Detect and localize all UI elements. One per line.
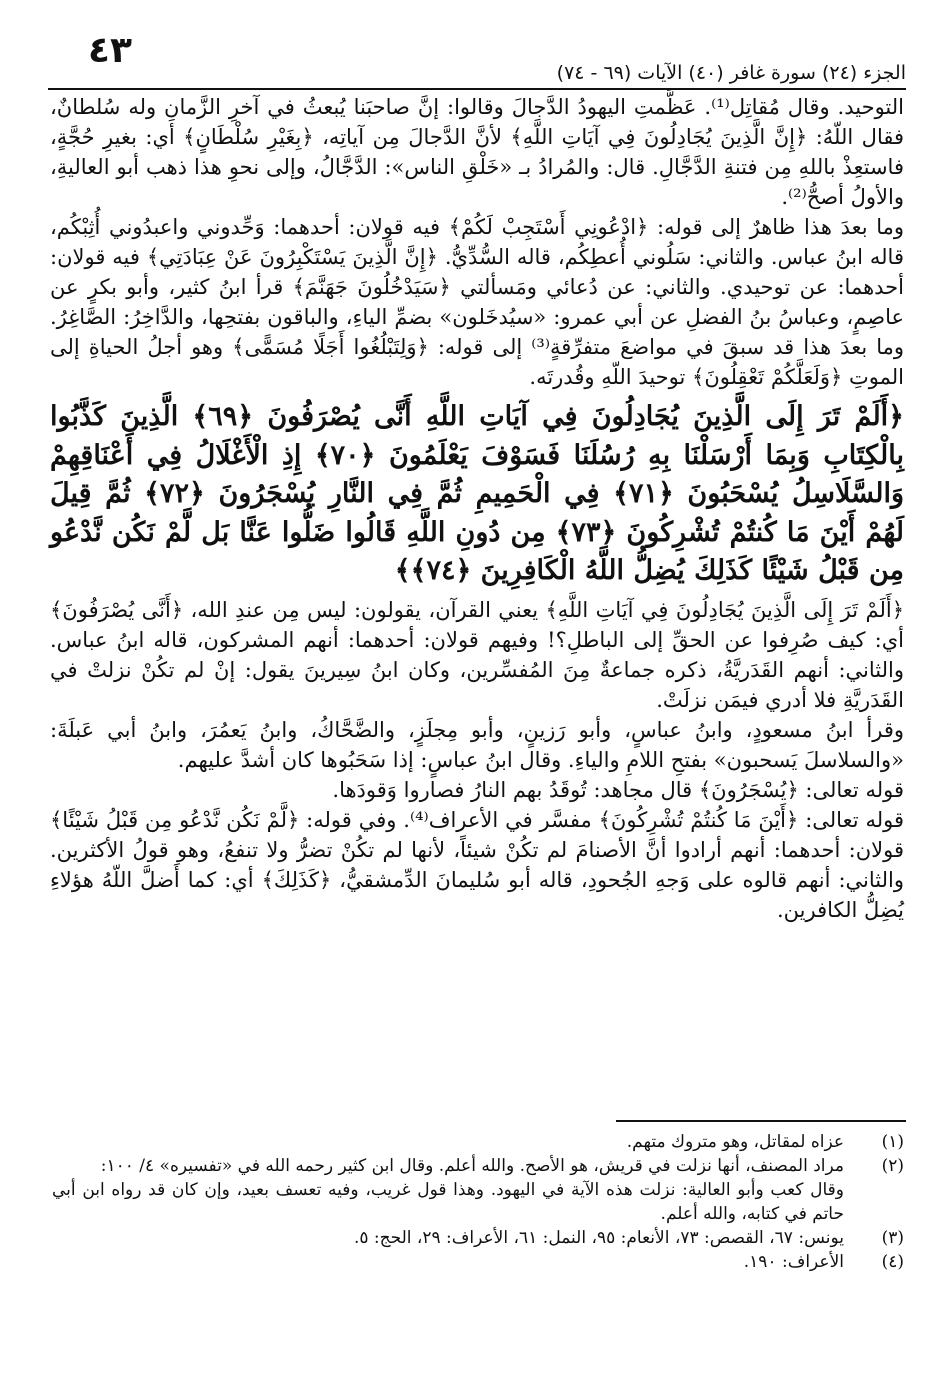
commentary-paragraph: قوله تعالى: ﴿أَيْنَ مَا كُنتُمْ تُشْرِكُونَ﴾ مفسَّر في الأعراف⁽⁴⁾. وفي قوله: ﴿لَّمْ نَكُن نَّدْعُو مِن قَبْلُ شَيْئًا﴾ قولان: أحدهما: أنهم أرادوا أنَّ الأصنامَ لم تكُنْ شيئاً، لأنها لم تكُنْ تضرُّ ولا تنفعُ، وهو قولُ الأكثرين. والثاني: أنهم قالوه على وَجهِ الجُحودِ، قاله أبو سُليمانَ الدِّمشقيُّ، ﴿كَذَلِكَ﴾ أي: كما أَضلَّ اللّهُ هؤلاءِ يُضِلُّ الكافرين. (50, 807, 904, 922)
paragraph: وما بعدَ هذا ظاهرٌ إلى قوله: ﴿ادْعُونِي أَسْتَجِبْ لَكُمْ﴾ فيه قولان: أحدهما: وَحِّدوني واعبدُوني أُثِبْكُم، قاله ابنُ عباس. والثاني: سَلُوني أُعطِكُم، قاله السُّدِّيُّ. ﴿إِنَّ الَّذِينَ يَسْتَكْبِرُونَ عَنْ عِبَادَتِي﴾ فيه قولان: أحدهما: عن توحيدي. والثاني: عن دُعائي ومَسألتي ﴿سَيَدْخُلُونَ جَهَنَّمَ﴾ قرأ ابنُ كثير، وأبو بكرٍ عن عاصِمٍ، وعباسُ بنُ الفضلِ عن أبي عمرو: «سيُدخَلون» بضمِّ الياءِ، والباقون بفتحِها، والدَّاخِرُ: الصَّاغِرُ. وما بعدَ هذا قد سبقَ في مواضعَ متفرِّقةٍ⁽³⁾ إلى قوله: ﴿وَلِتَبْلُغُوا أَجَلًا مُسَمًّى﴾ وهو أجلُ الحياةِ إلى الموتِ ﴿وَلَعَلَّكُمْ تَعْقِلُونَ﴾ توحيدَ اللّهِ وقُدرتَه. (50, 215, 905, 389)
footnote-text: عزاه لمقاتل، وهو متروك متهم. (626, 1132, 844, 1152)
paragraph: التوحيد. وقال مُقاتِل⁽¹⁾. عَظَّمتِ اليهودُ الدَّجالَ وقالوا: إنَّ صاحبَنا يُبعثُ في آخرِ الزَّمانِ وله سُلطانٌ، فقال اللّهُ: ﴿إِنَّ الَّذِينَ يُجَادِلُونَ فِي آيَاتِ اللَّهِ﴾ لأنَّ الدَّجالَ مِن آياتِه، ﴿بِغَيْرِ سُلْطَانٍ﴾ أي: بغيرِ حُجَّةٍ، فاستعِذْ باللهِ مِن فتنةِ الدَّجَّالِ. قال: والمُرادُ بـ «خَلْقِ الناس»: الدَّجَّالُ، وإلى نحوِ هذا ذهب أبو العاليةِ، والأولُ أصحُّ⁽²⁾. (50, 95, 904, 209)
commentary-paragraph: ﴿أَلَمْ تَرَ إِلَى الَّذِينَ يُجَادِلُونَ فِي آيَاتِ اللَّهِ﴾ يعني القرآن، يقولون: ليس مِن عندِ الله، ﴿أَنَّى يُصْرَفُونَ﴾ أي: كيف صُرِفوا عن الحقِّ إلى الباطلِ؟! وفيهم قولان: أحدهما: أنهم المشركون، قاله ابنُ عباس. والثاني: أنهم القَدَريَّةُ، ذكره جماعةٌ مِنَ المُفسِّرين، وكان ابنُ سِيرينَ يقول: إنْ لم تكُنْ نزلتْ في القَدَريَّةِ فلا أدري فيمَن نزلَتْ. (50, 597, 904, 712)
footnote-number: (٢) (881, 1156, 904, 1176)
footnote-text: مراد المصنف، أنها نزلت في قريش، هو الأصح. والله أعلم. وقال ابن كثير رحمه الله في «تفسيره» ٤/ ١٠٠: (100, 1156, 844, 1176)
footnote (52, 1154, 904, 1178)
commentary-paragraph: وقرأ ابنُ مسعودٍ، وابنُ عباسٍ، وأبو رَزينٍ، وأبو مِجلَزٍ، والضَّحَّاكُ، وابنُ يَعمُرَ، وابنُ أبي عَبلَةَ: «والسلاسلَ يَسحبون» بفتحِ اللامِ والياءِ. وقال ابنُ عباسٍ: إذا سَحَبُوها كان أشدَّ عليهم. (50, 717, 904, 772)
page-number: ٤٣ (88, 30, 132, 71)
footnote (52, 1226, 904, 1250)
footnote-number: (٤) (881, 1252, 904, 1272)
footnote-continuation: وقال كعب وأبو العالية: نزلت هذه الآية في اليهود. وهذا قول غريب، وفيه تعسف بعيد، وإن كان قد رواه ابن أبي حاتم في كتابه، والله أعلم. (52, 1180, 844, 1224)
footnote-divider (616, 1120, 906, 1122)
footnote (52, 1250, 904, 1274)
footnote-number: (١) (881, 1132, 904, 1152)
running-header: الجزء (٢٤) سورة غافر (٤٠) الآيات (٦٩ - ٧٤) (48, 62, 906, 90)
commentary-paragraph: قوله تعالى: ﴿يُسْجَرُونَ﴾ قال مجاهد: تُوقَدُ بهم النارُ فصاروا وَقودَها. (332, 777, 904, 802)
main-text (50, 92, 904, 925)
footnote-number: (٣) (881, 1228, 904, 1248)
footnote-text: يونس: ٦٧، القصص: ٧٣، الأنعام: ٩٥، النمل: ٦١، الأعراف: ٢٩، الحج: ٥. (353, 1228, 844, 1248)
footnote (52, 1130, 904, 1154)
quran-verse-block: ﴿أَلَمْ تَرَ إِلَى الَّذِينَ يُجَادِلُونَ فِي آيَاتِ اللَّهِ أَنَّى يُصْرَفُونَ ﴿٦٩﴾ الَّذِينَ كَذَّبُوا بِالْكِتَابِ وَبِمَا أَرْسَلْنَا بِهِ رُسُلَنَا فَسَوْفَ يَعْلَمُونَ ﴿٧٠﴾ إِذِ الْأَغْلَالُ فِي أَعْنَاقِهِمْ وَالسَّلَاسِلُ يُسْحَبُونَ ﴿٧١﴾ فِي الْحَمِيمِ ثُمَّ فِي النَّارِ يُسْجَرُونَ ﴿٧٢﴾ ثُمَّ قِيلَ لَهُمْ أَيْنَ مَا كُنتُمْ تُشْرِكُونَ ﴿٧٣﴾ مِن دُونِ اللَّهِ قَالُوا ضَلُّوا عَنَّا بَل لَّمْ نَكُن نَّدْعُو مِن قَبْلُ شَيْئًا كَذَلِكَ يُضِلُّ اللَّهُ الْكَافِرِينَ ﴿٧٤﴾﴾ (50, 401, 905, 586)
footnote-text: الأعراف: ١٩٠. (743, 1252, 844, 1272)
footnotes (52, 1130, 904, 1274)
